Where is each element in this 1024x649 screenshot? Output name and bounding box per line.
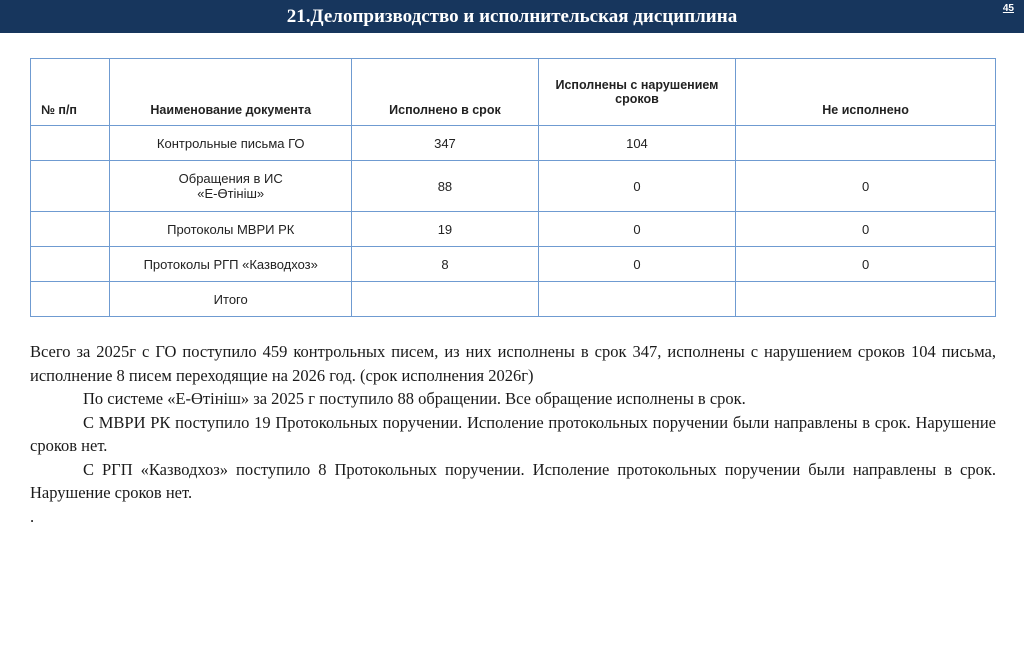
cell-not-done: 0 [736, 212, 996, 247]
cell-document-name-line1: Обращения в ИС [178, 171, 283, 186]
cell-document-name: Итого [110, 282, 352, 317]
column-header-number: № п/п [31, 59, 110, 126]
summary-paragraph: Всего за 2025г с ГО поступило 459 контрольных писем, из них исполнены в срок 347, исполнены с нарушением сроков 104 письма, исполнение 8 писем переходящие на 2026 год. (срок исполнения 2026г) [30, 342, 996, 385]
cell-document-name [110, 161, 352, 212]
cell-late: 0 [538, 212, 735, 247]
cell-not-done: 0 [736, 161, 996, 212]
summary-paragraph: С МВРИ РК поступило 19 Протокольных поручении. Исполение протокольных поручении были направлены в срок. Нарушение сроков нет. [30, 412, 996, 455]
cell-document-name: Протоколы РГП «Казводхоз» [110, 247, 352, 282]
summary-text [30, 340, 996, 528]
cell-late: 0 [538, 247, 735, 282]
cell-number [31, 282, 110, 317]
table-row-total [31, 282, 996, 317]
summary-paragraph-dot: . [30, 506, 35, 526]
column-header-on-time: Исполнено в срок [352, 59, 539, 126]
column-header-late: Исполнены с нарушением сроков [538, 59, 735, 126]
cell-late: 104 [538, 126, 735, 161]
cell-number [31, 212, 110, 247]
cell-on-time: 19 [352, 212, 539, 247]
cell-not-done: 0 [736, 247, 996, 282]
cell-number [31, 161, 110, 212]
column-header-not-done: Не исполнено [736, 59, 996, 126]
cell-document-name: Контрольные письма ГО [110, 126, 352, 161]
summary-paragraph: По системе «Е-Өтініш» за 2025 г поступило 88 обращении. Все обращение исполнены в срок. [83, 389, 746, 408]
cell-on-time: 88 [352, 161, 539, 212]
table-header-row [31, 59, 996, 126]
cell-document-name-line2: «Е-Өтініш» [197, 186, 265, 201]
cell-number [31, 247, 110, 282]
table-row [31, 247, 996, 282]
slide-title: 21.Делопризводство и исполнительская дисциплина [286, 5, 738, 27]
table-row [31, 126, 996, 161]
column-header-document-name: Наименование документа [110, 59, 352, 126]
cell-late [538, 282, 735, 317]
cell-not-done [736, 126, 996, 161]
cell-on-time: 347 [352, 126, 539, 161]
cell-document-name: Протоколы МВРИ РК [110, 212, 352, 247]
document-table [30, 58, 996, 317]
table-row [31, 161, 996, 212]
table-row [31, 212, 996, 247]
slide-header [0, 0, 1024, 33]
cell-number [31, 126, 110, 161]
cell-not-done [736, 282, 996, 317]
cell-on-time [352, 282, 539, 317]
summary-paragraph: С РГП «Казводхоз» поступило 8 Протокольных поручении. Исполение протокольных поручении были направлены в срок. Нарушение сроков нет. [30, 459, 996, 502]
page-number: 45 [1002, 3, 1014, 14]
cell-late: 0 [538, 161, 735, 212]
cell-on-time: 8 [352, 247, 539, 282]
